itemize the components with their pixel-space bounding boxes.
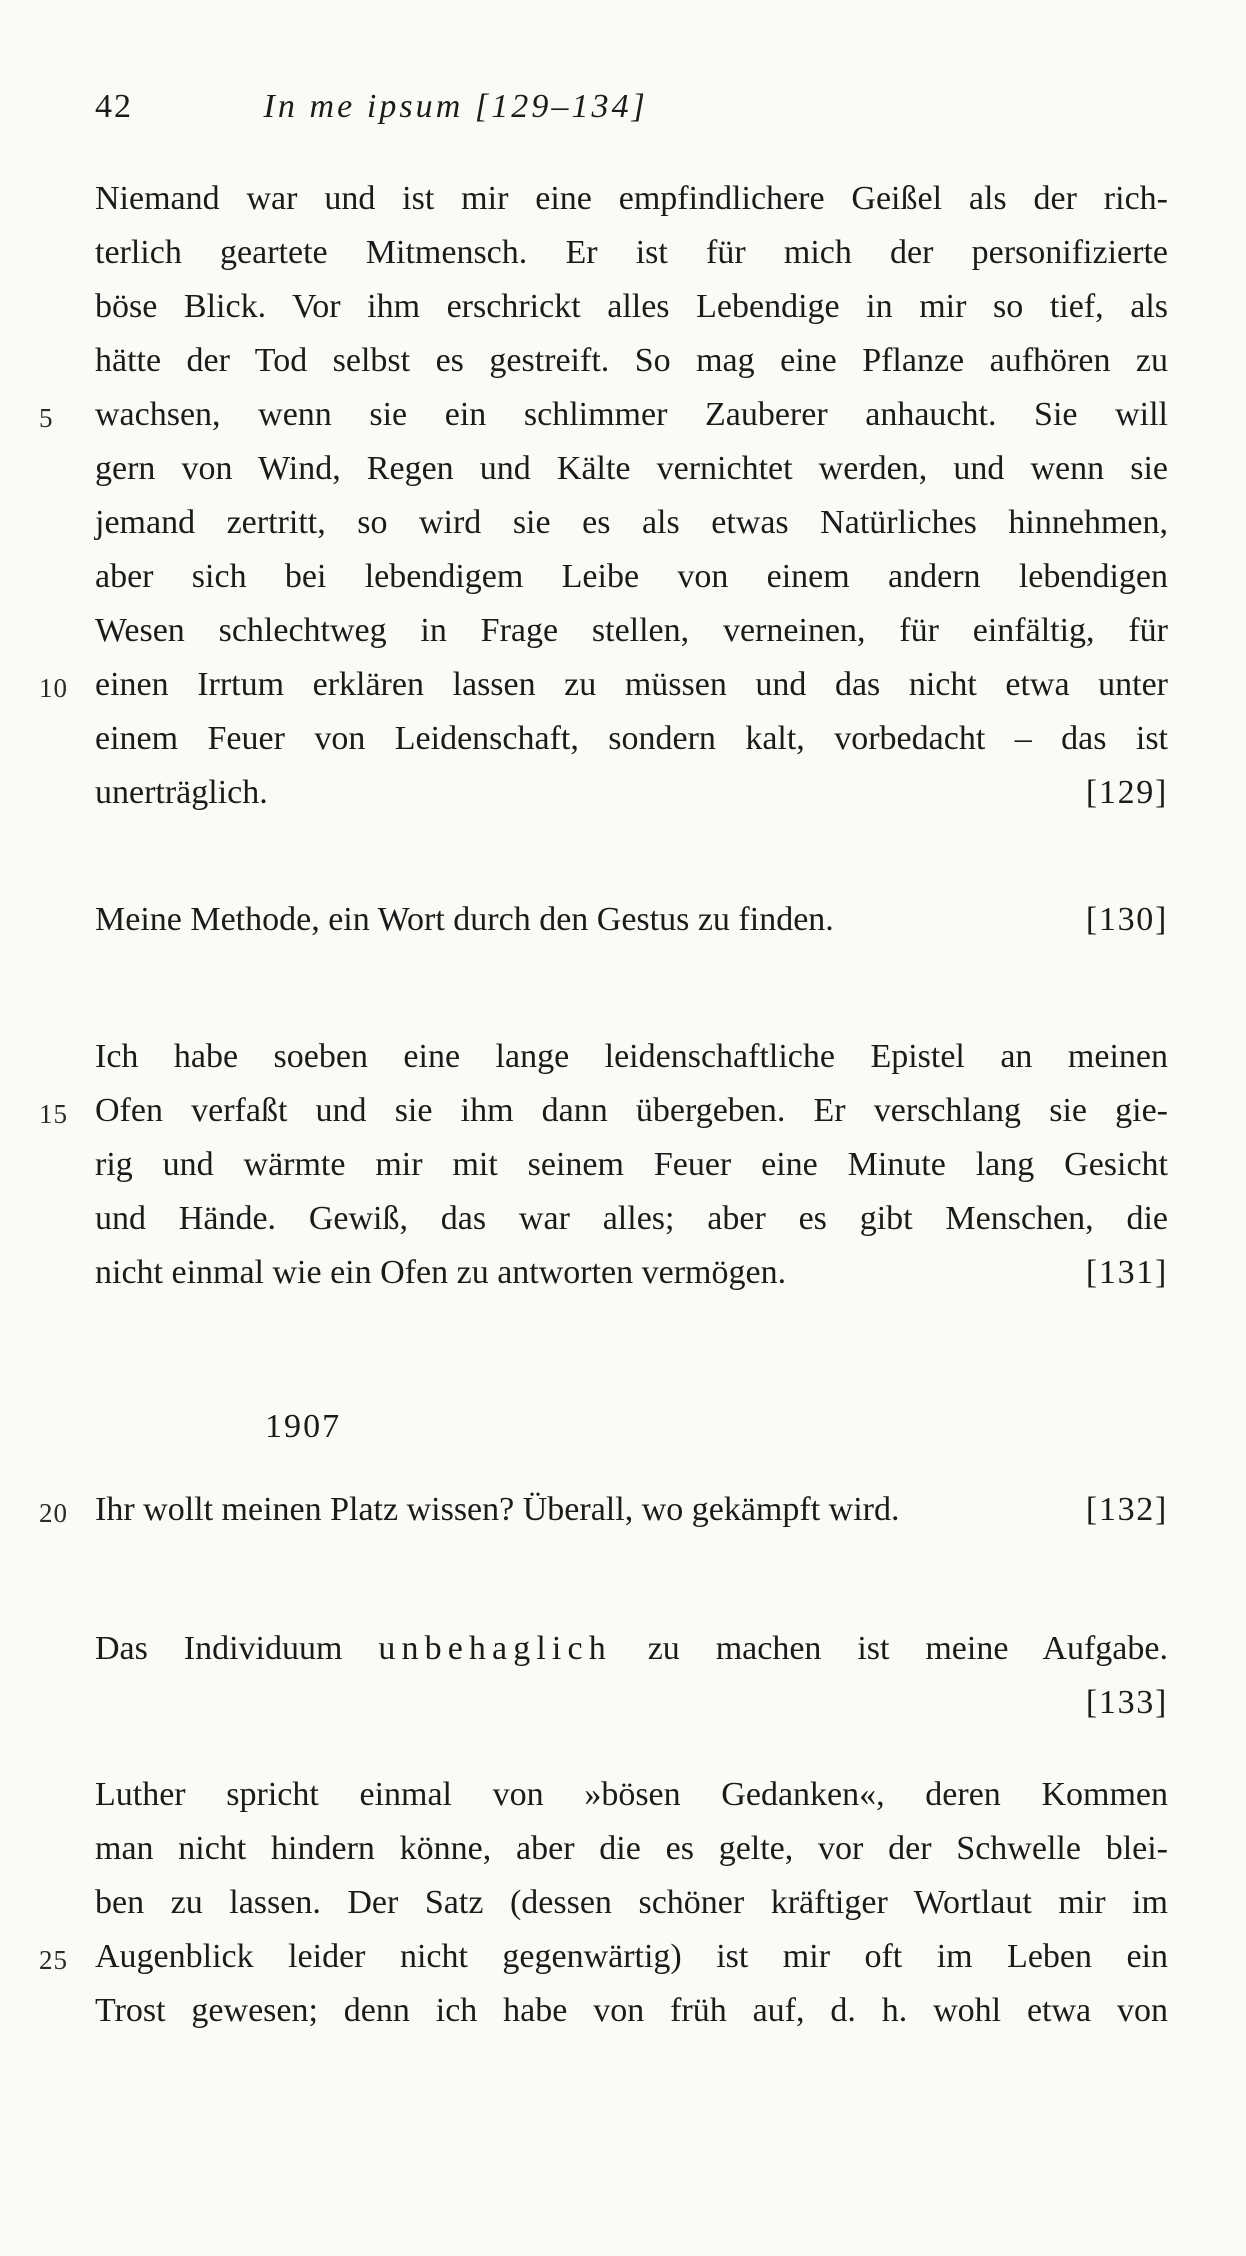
aphorism-132: [39, 1483, 1168, 1537]
year-heading: 1907: [265, 1408, 342, 1445]
aphorism-ref: [132]: [1085, 1491, 1168, 1528]
text-line: [39, 1084, 1168, 1138]
aphorism-133: [95, 1622, 1168, 1730]
text-line: man nicht hindern könne, aber die es gelte, vor der Schwelle blei-: [95, 1830, 1168, 1867]
page-header: [95, 80, 1168, 134]
text-line: Niemand war und ist mir eine empfindlichere Geißel als der rich-: [95, 180, 1168, 217]
text-line: einem Feuer von Leidenschaft, sondern kalt, vorbedacht – das ist: [95, 720, 1168, 757]
aphorism-ref: [130]: [1085, 901, 1168, 938]
text-line: jemand zertritt, so wird sie es als etwas Natürliches hinnehmen,: [95, 504, 1168, 541]
aphorism-129: [39, 172, 1168, 820]
text-line: [39, 388, 1168, 442]
margin-line-number: 20: [39, 1498, 68, 1528]
margin-line-number: 15: [39, 1099, 68, 1129]
aphorism-134: [39, 1768, 1168, 2038]
text-line: [39, 1483, 1168, 1537]
aphorism-131: [39, 1030, 1168, 1300]
text-line-text: [95, 1630, 1168, 1667]
text-line: [95, 766, 1168, 820]
text-line-text: Ihr wollt meinen Platz wissen? Überall, wo gekämpft wird.: [95, 1491, 900, 1528]
aphorism-130: [95, 893, 1168, 947]
text-line: [95, 1676, 1168, 1730]
text-line: [95, 1246, 1168, 1300]
text-line-text: Meine Methode, ein Wort durch den Gestus zu finden.: [95, 901, 834, 938]
text-line: Luther spricht einmal von »bösen Gedanken«, deren Kommen: [95, 1776, 1168, 1813]
page-number: 42: [95, 88, 133, 125]
text-line: [39, 1930, 1168, 1984]
text-line: Ich habe soeben eine lange leidenschaftliche Epistel an meinen: [95, 1038, 1168, 1075]
text-column: [39, 0, 1168, 2038]
text-line: [39, 658, 1168, 712]
text-line: hätte der Tod selbst es gestreift. So mag eine Pflanze aufhören zu: [95, 342, 1168, 379]
text-line: [95, 1622, 1168, 1676]
text-line: gern von Wind, Regen und Kälte vernichtet werden, und wenn sie: [95, 450, 1168, 487]
text-line: rig und wärmte mir mit seinem Feuer eine Minute lang Gesicht: [95, 1146, 1168, 1183]
text-line: Trost gewesen; denn ich habe von früh auf, d. h. wohl etwa von: [95, 1992, 1168, 2029]
margin-line-number: 10: [39, 673, 68, 703]
text-line-text: unerträglich.: [95, 774, 268, 811]
text-segment: zu machen ist meine Aufgabe.: [611, 1630, 1168, 1667]
margin-line-number: 5: [39, 403, 54, 433]
text-line-text: Ofen verfaßt und sie ihm dann übergeben. Er verschlang sie gie-: [95, 1092, 1168, 1129]
running-title: In me ipsum [129–134]: [263, 88, 648, 125]
aphorism-ref: [133]: [1085, 1684, 1168, 1721]
text-line-text: Augenblick leider nicht gegenwärtig) ist mir oft im Leben ein: [95, 1938, 1168, 1975]
letterspaced-word: unbehaglich: [378, 1630, 612, 1667]
text-line: Wesen schlechtweg in Frage stellen, verneinen, für einfältig, für: [95, 612, 1168, 649]
text-line: terlich geartete Mitmensch. Er ist für mich der personifizierte: [95, 234, 1168, 271]
text-line-text: einen Irrtum erklären lassen zu müssen und das nicht etwa unter: [95, 666, 1168, 703]
text-line-text: nicht einmal wie ein Ofen zu antworten vermögen.: [95, 1254, 787, 1291]
text-segment: Das Individuum: [95, 1630, 379, 1667]
text-line: und Hände. Gewiß, das war alles; aber es gibt Menschen, die: [95, 1200, 1168, 1237]
text-line-text: wachsen, wenn sie ein schlimmer Zauberer anhaucht. Sie will: [95, 396, 1168, 433]
text-line: ben zu lassen. Der Satz (dessen schöner kräftiger Wortlaut mir im: [95, 1884, 1168, 1921]
text-line: aber sich bei lebendigem Leibe von einem andern lebendigen: [95, 558, 1168, 595]
margin-line-number: 25: [39, 1945, 68, 1975]
aphorism-ref: [129]: [1085, 774, 1168, 811]
text-line: böse Blick. Vor ihm erschrickt alles Lebendige in mir so tief, als: [95, 288, 1168, 325]
aphorism-ref: [131]: [1085, 1254, 1168, 1291]
text-line: [95, 893, 1168, 947]
